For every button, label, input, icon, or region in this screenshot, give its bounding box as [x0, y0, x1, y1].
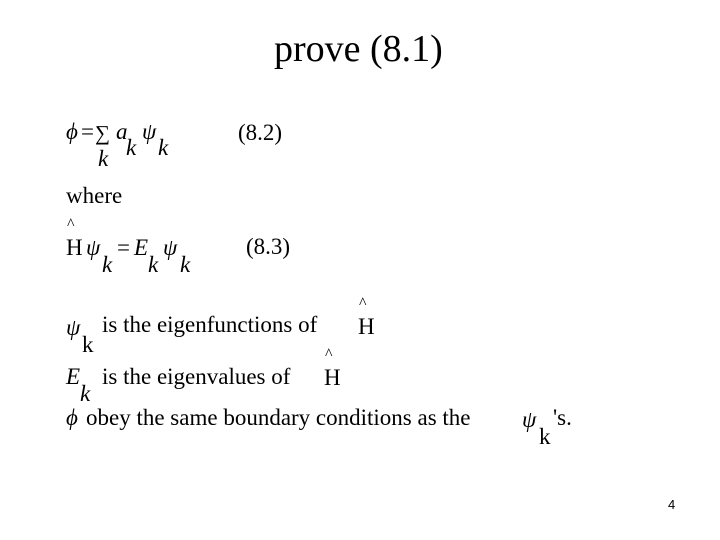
eq83-label: (8.3): [246, 234, 291, 259]
eq83-H: H: [66, 235, 83, 260]
eq83-psi-2: ψ: [163, 235, 178, 260]
def3-phi: ϕ: [66, 405, 78, 430]
eq82-sum-symbol: ∑: [95, 121, 110, 145]
eq82-equals: =: [81, 119, 94, 144]
def1-text: is the eigenfunctions of: [102, 312, 318, 337]
eq83-E-subscript-k: k: [148, 252, 159, 277]
def2-H: H: [324, 365, 341, 390]
def1-H: H: [358, 314, 375, 339]
eq82-sum-index-k: k: [98, 146, 109, 171]
def1-psi: ψ: [66, 315, 81, 340]
def3-psi: ψ: [522, 407, 537, 432]
eq82-psi: ψ: [142, 119, 157, 144]
def2-E-subscript-k: k: [80, 381, 91, 406]
def2-hat-accent: ^: [325, 346, 333, 363]
def2-E: E: [66, 364, 81, 389]
def3-text: obey the same boundary conditions as the: [86, 405, 471, 430]
def1-hat-accent: ^: [359, 295, 367, 312]
slide-title: prove (8.1): [274, 28, 443, 70]
eq83-E: E: [134, 235, 149, 260]
eq82-psi-subscript-k: k: [158, 135, 169, 160]
def2-text: is the eigenvalues of: [102, 364, 291, 389]
where-text: where: [66, 183, 123, 208]
def3-psi-subscript-k: k: [539, 424, 551, 449]
eq82-phi: ϕ: [66, 119, 78, 144]
eq83-psi: ψ: [86, 235, 101, 260]
eq83-psi-2-subscript-k: k: [180, 252, 191, 277]
eq83-psi-subscript-k: k: [102, 252, 113, 277]
page-number: 4: [668, 497, 676, 512]
def1-psi-subscript-k: k: [82, 332, 94, 357]
eq82-a: a: [116, 119, 128, 144]
def3-suffix: 's.: [553, 405, 572, 430]
eq82-label: (8.2): [238, 120, 283, 145]
eq83-equals: =: [117, 235, 130, 260]
eq82-a-subscript-k: k: [126, 135, 137, 160]
eq83-hat-accent: ^: [67, 216, 75, 233]
